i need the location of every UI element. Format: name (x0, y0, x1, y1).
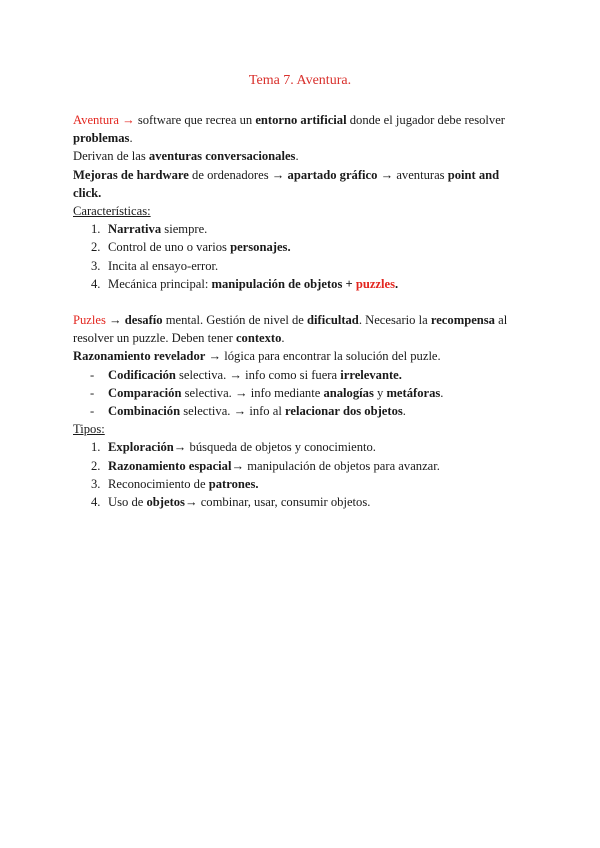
bold-text: desafío (124, 313, 163, 328)
bold-text: . (395, 276, 399, 291)
text: . Necesario la (358, 313, 431, 328)
list-number: 4. (91, 495, 101, 510)
dash-bullet: - (90, 404, 95, 419)
spacer (73, 293, 528, 311)
arrow: → (184, 495, 198, 510)
bold-text: patrones. (208, 476, 259, 491)
text: al resolver un puzzle. Deben tener (73, 313, 508, 346)
list-number: 1. (91, 222, 101, 237)
text: selectiva. → info al (180, 404, 285, 419)
bold-text: aventuras conversacionales (148, 149, 296, 164)
tipos-list (73, 438, 528, 511)
text: . (129, 131, 133, 146)
bold-text: analogías (323, 385, 374, 400)
bold-text: contexto (235, 331, 282, 346)
list-item (73, 238, 528, 256)
bold-text: metáforas (386, 385, 441, 400)
text: combinar, usar, consumir objetos. (197, 495, 371, 510)
list-item (73, 366, 528, 384)
razonamiento-list (73, 366, 528, 421)
list-item (73, 438, 528, 456)
list-item (73, 402, 528, 420)
dash-bullet: - (90, 367, 95, 382)
bold-text: Razonamiento revelador (73, 349, 206, 364)
arrow: → (271, 167, 285, 182)
bold-text: relacionar dos objetos (285, 404, 403, 419)
text: selectiva. → info como si fuera (175, 367, 341, 382)
caracteristicas-list (73, 220, 528, 293)
text: búsqueda de objetos y conocimiento. (186, 440, 376, 455)
list-number: 1. (91, 440, 101, 455)
list-number: 3. (91, 258, 101, 273)
list-number: 3. (91, 476, 101, 491)
text: . (402, 404, 406, 419)
bold-text: entorno artificial (255, 113, 347, 127)
bold-text: Razonamiento espacial (108, 458, 232, 473)
mejoras-paragraph (73, 166, 528, 202)
derivan-line (73, 147, 528, 165)
text: . (295, 149, 299, 164)
bold-text: Codificación (108, 367, 176, 382)
bold-text: apartado gráfico (287, 167, 378, 182)
bold-text: Narrativa (108, 222, 162, 237)
arrow: → (109, 313, 122, 328)
list-number: 2. (91, 240, 101, 255)
text: siempre. (161, 222, 208, 237)
text: Reconocimiento de (108, 476, 209, 491)
arrow: → (231, 458, 245, 473)
bold-text: dificultad (307, 313, 359, 328)
list-item (73, 220, 528, 238)
text: Derivan de las (73, 149, 149, 164)
razonamiento-line (73, 347, 528, 365)
bold-text: personajes. (230, 240, 291, 255)
list-number: 4. (91, 276, 101, 291)
term-puzles: Puzles (73, 313, 106, 328)
intro-paragraph (73, 111, 528, 147)
bold-text: Comparación (108, 385, 182, 400)
text: mental. Gestión de nivel de (162, 313, 308, 328)
bold-text: point and click. (73, 167, 500, 200)
tipos-heading: Tipos: (73, 422, 105, 437)
bold-text: problemas (73, 131, 130, 146)
text: de ordenadores (188, 167, 269, 182)
text: manipulación de objetos para avanzar. (244, 458, 440, 473)
bold-text: Combinación (108, 404, 181, 419)
list-item (73, 493, 528, 511)
page-title: Tema 7. Aventura. (248, 73, 352, 88)
bold-text: Exploración (108, 440, 174, 455)
text: software que recrea un (134, 113, 256, 127)
term-aventura: Aventura (73, 113, 119, 127)
document-body (73, 111, 528, 511)
list-item (73, 384, 528, 402)
list-number: 2. (91, 458, 101, 473)
text: Mecánica principal: (108, 276, 212, 291)
text: . (281, 331, 285, 346)
bold-text: objetos (146, 495, 185, 510)
bold-text: Mejoras de hardware (73, 167, 189, 182)
list-item (73, 275, 528, 293)
caracteristicas-heading: Características: (73, 204, 151, 219)
list-item (73, 257, 528, 275)
text: y (373, 385, 387, 400)
arrow: → (173, 440, 187, 455)
red-bold-text: puzzles (355, 276, 396, 291)
text: lógica para encontrar la solución del puzle. (221, 349, 441, 364)
text: . (440, 385, 444, 400)
text: Control de uno o varios (108, 240, 231, 255)
text: donde el jugador debe resolver (346, 113, 506, 127)
puzles-paragraph (73, 311, 528, 347)
text: Uso de (108, 495, 147, 510)
dash-bullet: - (90, 385, 95, 400)
arrow: → (122, 113, 135, 127)
text: Incita al ensayo-error. (108, 258, 219, 273)
bold-text: manipulación de objetos + (211, 276, 356, 291)
text: → aventuras (377, 167, 448, 182)
text: selectiva. → info mediante (181, 385, 324, 400)
bold-text: irrelevante. (340, 367, 402, 382)
list-item (73, 457, 528, 475)
bold-text: recompensa (430, 313, 495, 328)
list-item (73, 475, 528, 493)
arrow: → (208, 349, 222, 364)
